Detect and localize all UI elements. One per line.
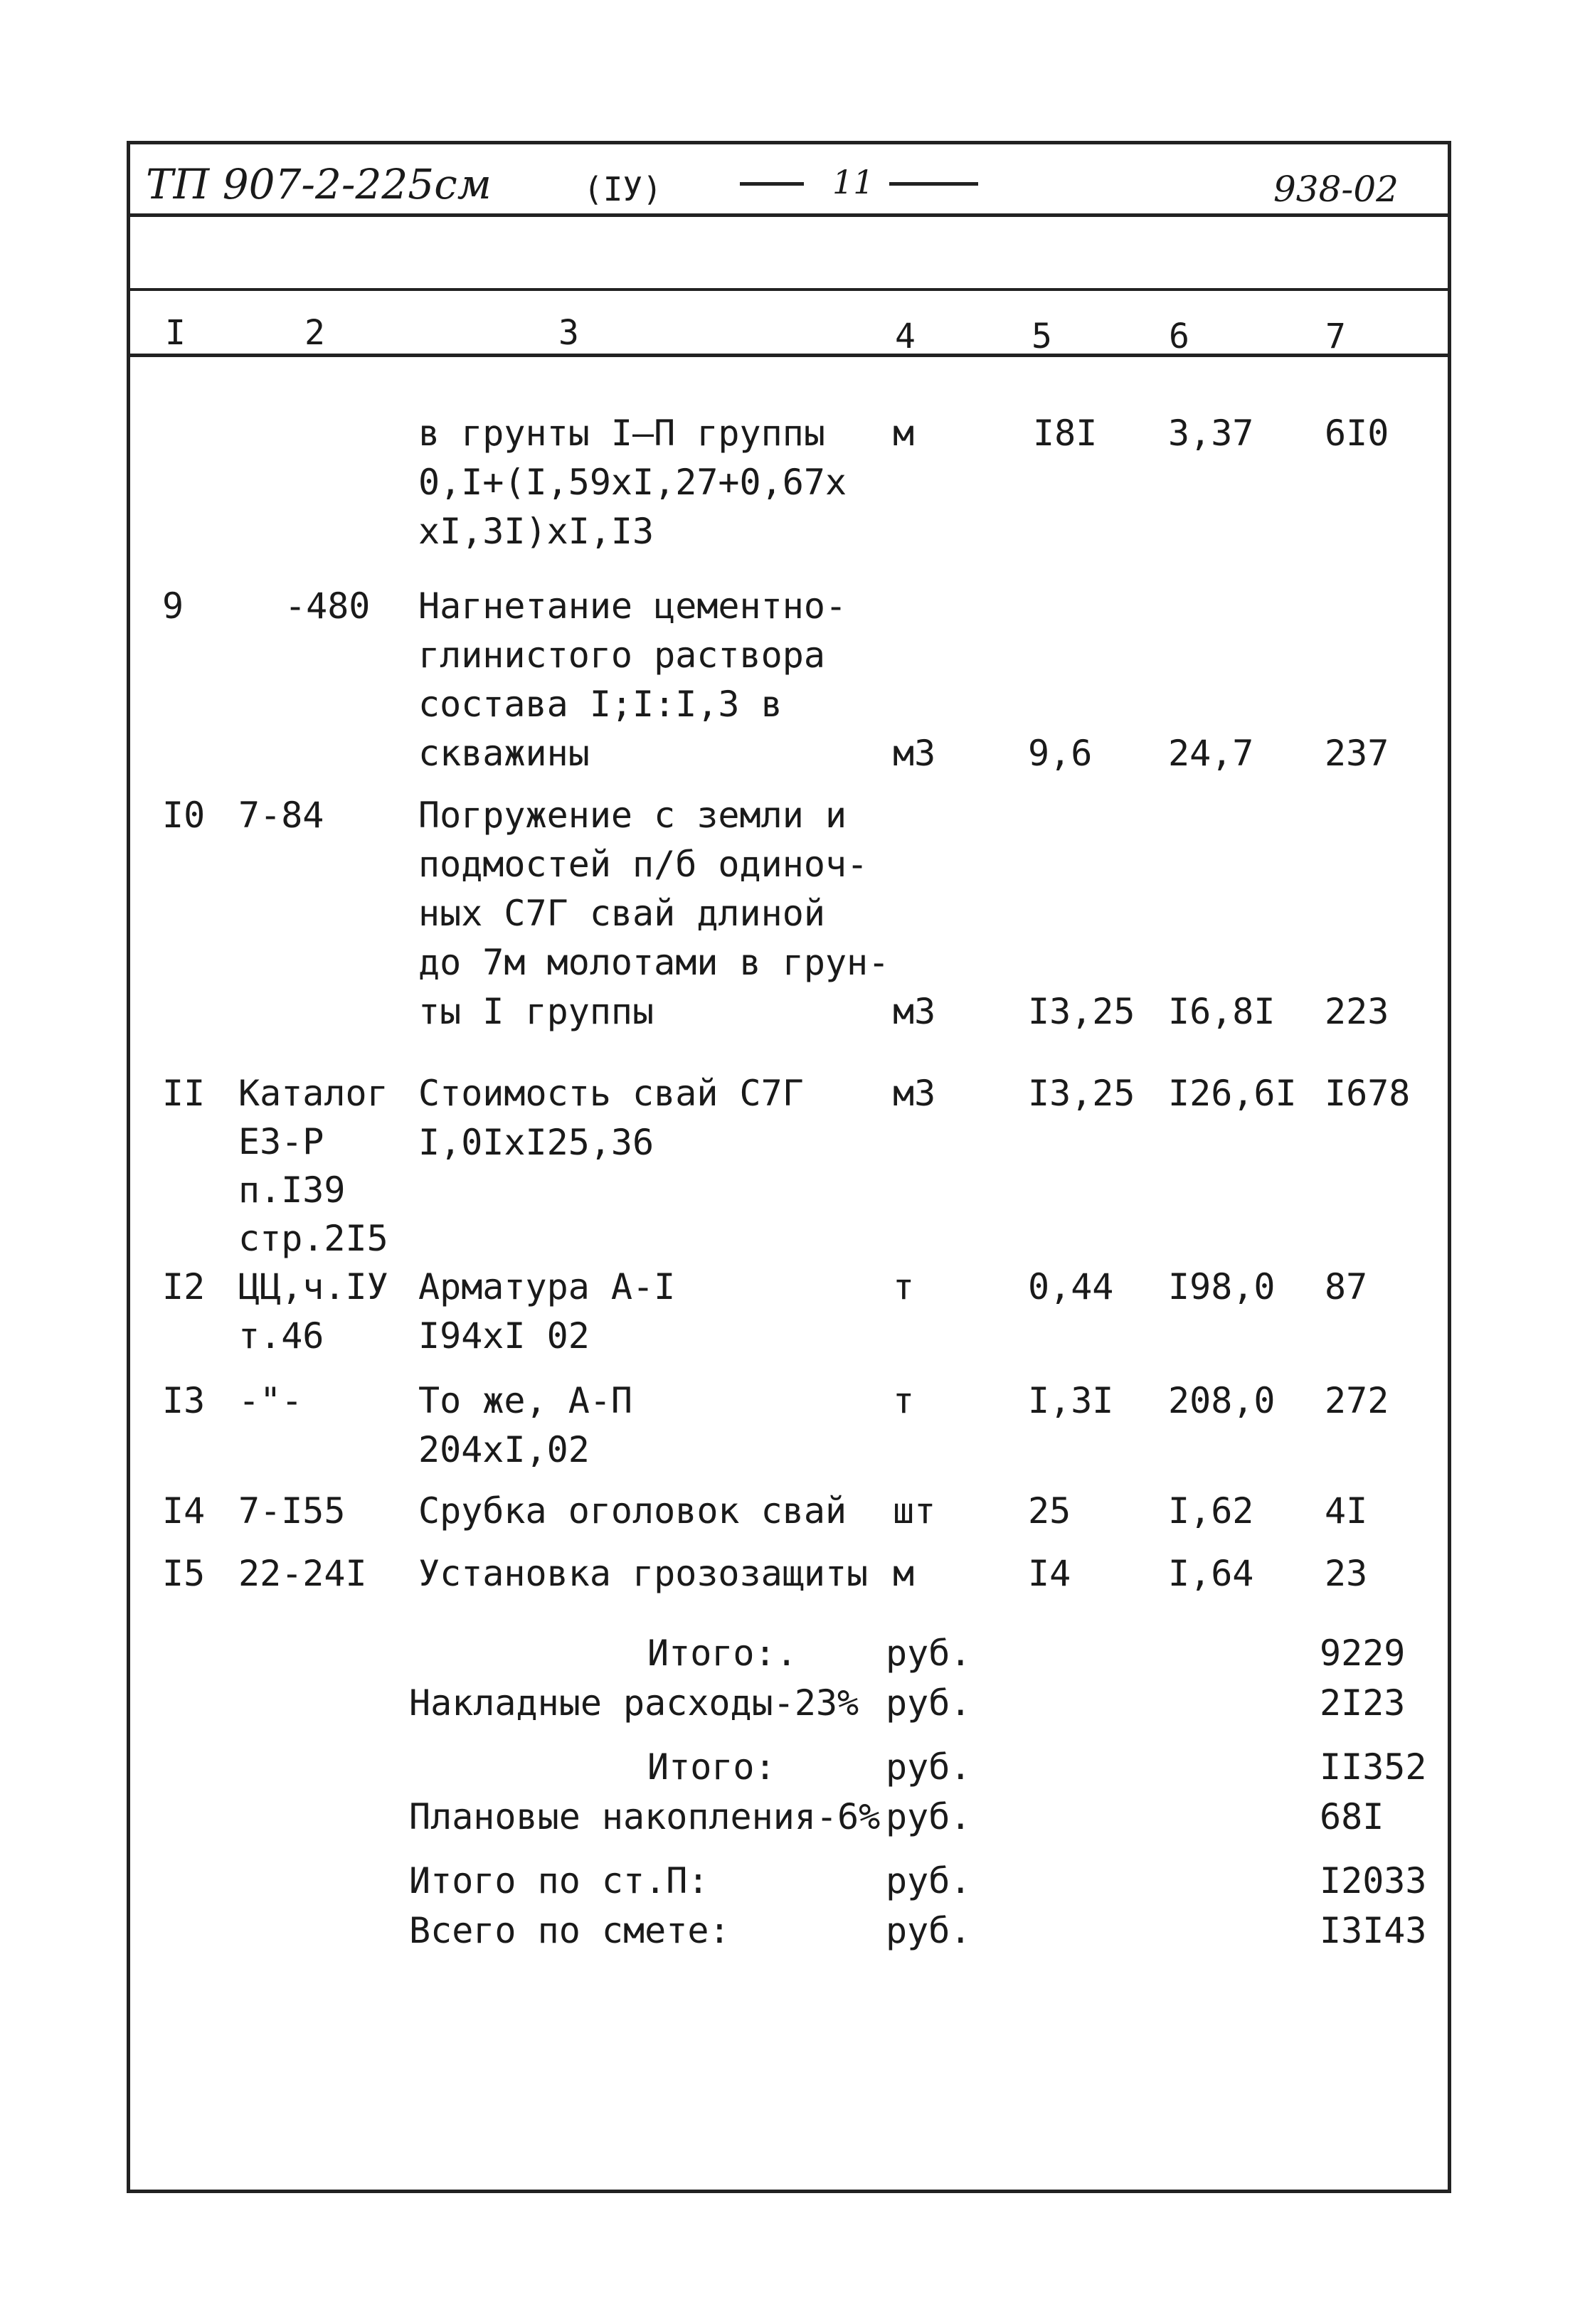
row-description: Погружение с земли и подмостей п/б одиноч- ных С7Г свай длиной до 7м молотами в грун- ты I группы: [418, 795, 890, 1032]
row-description: То же, А-П 204xI,02: [418, 1380, 633, 1470]
column-number: I: [165, 313, 186, 353]
row-description: Установка грозозащиты: [418, 1553, 869, 1594]
page-number: 11: [832, 163, 874, 201]
row-unit: м: [893, 1553, 915, 1594]
summary-label: Итого:: [647, 1746, 776, 1788]
summary-unit: руб.: [886, 1633, 972, 1674]
row-unit: шт: [893, 1490, 936, 1532]
row-unit: м3: [893, 991, 936, 1032]
row-quantity: I,3I: [1028, 1380, 1114, 1421]
row-number: I2: [162, 1266, 206, 1307]
row-unit: м: [893, 413, 915, 454]
row-description: в грунты I–П группы 0,I+(I,59xI,27+0,67x xI,3I)xI,I3: [418, 413, 847, 552]
row-quantity: I3,25: [1028, 991, 1135, 1032]
row-total: 237: [1325, 733, 1389, 774]
row-description: Стоимость свай С7Г I,0IxI25,36: [418, 1073, 804, 1163]
row-description: Нагнетание цементно- глинистого раствора состава I;I:I,3 в скважины: [418, 585, 847, 774]
summary-unit: руб.: [886, 1682, 972, 1724]
row-reference: 7-84: [238, 795, 324, 836]
summary-value: 9229: [1320, 1633, 1406, 1674]
summary-unit: руб.: [886, 1910, 972, 1951]
column-number: 5: [1032, 317, 1052, 356]
row-total: 223: [1325, 991, 1389, 1032]
column-number: 7: [1325, 317, 1346, 356]
row-total: I678: [1325, 1073, 1411, 1114]
summary-label: Всего по смете:: [409, 1910, 731, 1951]
row-reference: 7-I55: [238, 1490, 346, 1532]
row-reference: Каталог ЕЗ-Р п.I39 стр.2I5: [238, 1073, 388, 1259]
row-number: I4: [162, 1490, 206, 1532]
row-reference: -480: [285, 585, 371, 627]
row-description: Срубка оголовок свай: [418, 1490, 847, 1532]
header-rule: [127, 213, 1451, 217]
subheader-rule: [127, 288, 1451, 291]
row-quantity: I4: [1028, 1553, 1071, 1594]
page-dash-left: [740, 182, 804, 186]
row-price: I6,8I: [1168, 991, 1276, 1032]
row-price: 24,7: [1168, 733, 1254, 774]
summary-unit: руб.: [886, 1860, 972, 1901]
page-dash-right: [889, 182, 978, 186]
summary-unit: руб.: [886, 1746, 972, 1788]
row-number: I3: [162, 1380, 206, 1421]
row-price: I98,0: [1168, 1266, 1276, 1307]
row-reference: ЦЦ,ч.IУ т.46: [238, 1266, 388, 1357]
row-unit: м3: [893, 733, 936, 774]
row-total: 272: [1325, 1380, 1389, 1421]
row-number: 9: [162, 585, 184, 627]
row-price: 3,37: [1168, 413, 1254, 454]
summary-label: Плановые накопления-6%: [409, 1796, 881, 1837]
summary-value: 68I: [1320, 1796, 1384, 1837]
summary-value: I2033: [1320, 1860, 1427, 1901]
summary-unit: руб.: [886, 1796, 972, 1837]
row-reference: -"-: [238, 1380, 303, 1421]
row-unit: м3: [893, 1073, 936, 1114]
column-number: 6: [1169, 317, 1189, 356]
summary-value: 2I23: [1320, 1682, 1406, 1724]
row-total: 23: [1325, 1553, 1368, 1594]
row-number: I5: [162, 1553, 206, 1594]
volume-label: (IУ): [583, 170, 662, 208]
column-number: 3: [558, 313, 579, 353]
summary-label: Накладные расходы-23%: [409, 1682, 859, 1724]
summary-value: II352: [1320, 1746, 1427, 1788]
summary-label: Итого по ст.П:: [409, 1860, 709, 1901]
row-total: 4I: [1325, 1490, 1368, 1532]
row-number: II: [162, 1073, 206, 1114]
row-quantity: 9,6: [1028, 733, 1093, 774]
column-number: 2: [304, 313, 325, 353]
row-description: Арматура А-I I94xI 02: [418, 1266, 676, 1357]
summary-label: Итого:.: [647, 1633, 797, 1674]
row-unit: т: [893, 1380, 915, 1421]
row-quantity: I3,25: [1028, 1073, 1135, 1114]
doc-code: ТП 907-2-225см: [146, 160, 492, 208]
row-quantity: 0,44: [1028, 1266, 1114, 1307]
row-unit: т: [893, 1266, 915, 1307]
row-price: 208,0: [1168, 1380, 1276, 1421]
column-number: 4: [895, 317, 916, 356]
row-total: 87: [1325, 1266, 1368, 1307]
row-price: I,64: [1168, 1553, 1254, 1594]
row-quantity: I8I: [1033, 413, 1098, 454]
summary-value: I3I43: [1320, 1910, 1427, 1951]
row-number: I0: [162, 795, 206, 836]
column-header-rule: [127, 354, 1451, 357]
row-price: I,62: [1168, 1490, 1254, 1532]
row-price: I26,6I: [1168, 1073, 1297, 1114]
row-quantity: 25: [1028, 1490, 1071, 1532]
row-total: 6I0: [1325, 413, 1389, 454]
row-reference: 22-24I: [238, 1553, 367, 1594]
sheet-ref: 938-02: [1273, 169, 1399, 210]
